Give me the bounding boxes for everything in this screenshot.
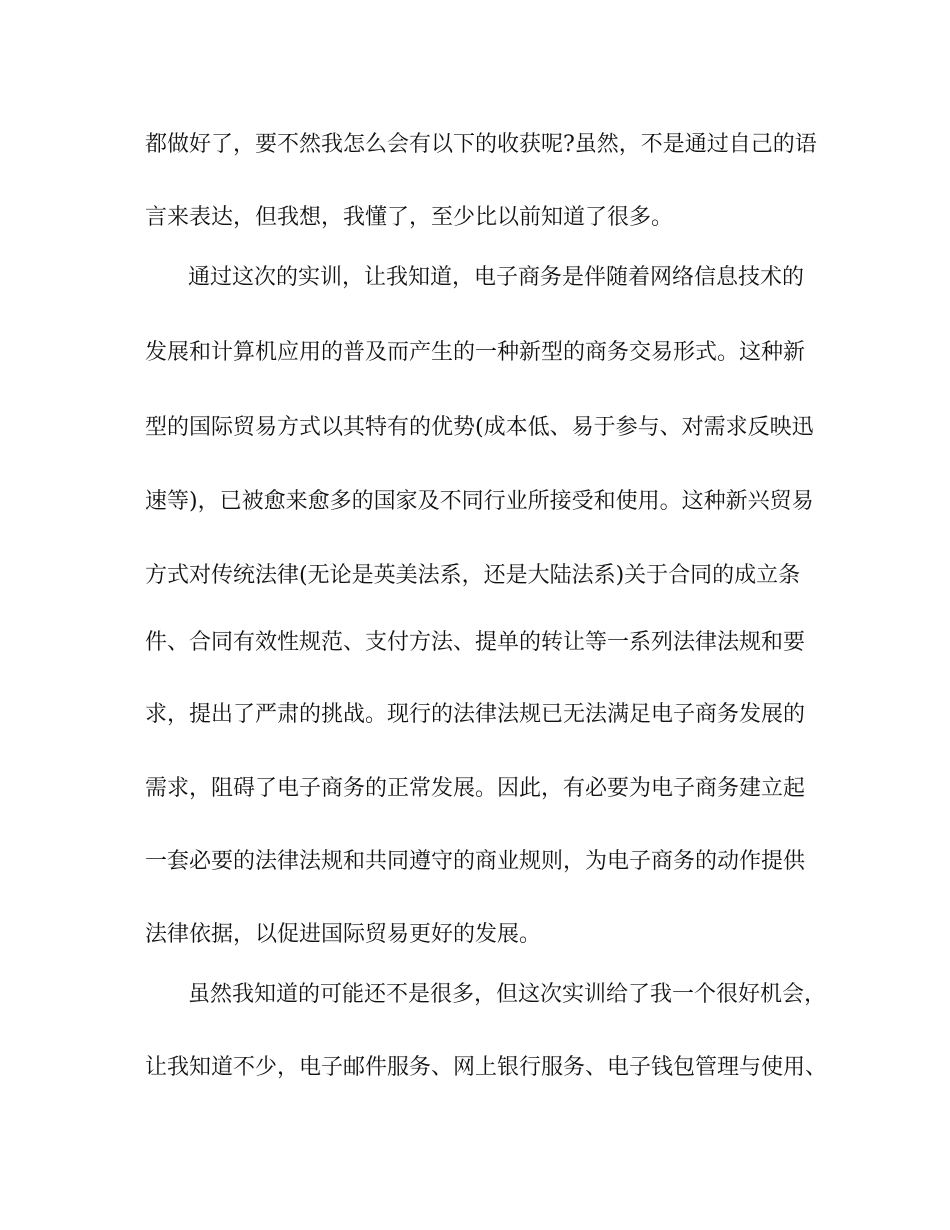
text-line: 发展和计算机应用的普及而产生的一种新型的商务交易形式。这种新	[145, 340, 806, 365]
paragraph-start-line: 虽然我知道的可能还不是很多，但这次实训给了我一个很好机会，	[188, 982, 827, 1007]
text-line: 型的国际贸易方式以其特有的优势(成本低、易于参与、对需求反映迅	[145, 415, 814, 440]
text-line: 言来表达，但我想，我懂了，至少比以前知道了很多。	[145, 205, 674, 230]
text-line: 方式对传统法律(无论是英美法系，还是大陆法系)关于合同的成立条	[145, 563, 801, 588]
text-line: 都做好了，要不然我怎么会有以下的收获呢?虽然，不是通过自己的语	[145, 132, 817, 157]
text-line: 一套必要的法律法规和共同遵守的商业规则，为电子商务的动作提供	[145, 849, 806, 874]
text-line: 需求，阻碍了电子商务的正常发展。因此，有必要为电子商务建立起	[145, 776, 806, 801]
text-line: 求，提出了严肃的挑战。现行的法律法规已无法满足电子商务发展的	[145, 702, 806, 727]
text-line: 速等)，已被愈来愈多的国家及不同行业所接受和使用。这种新兴贸易	[145, 489, 814, 514]
paragraph-start-line: 通过这次的实训，让我知道，电子商务是伴随着网络信息技术的	[188, 265, 805, 290]
text-line: 件、合同有效性规范、支付方法、提单的转让等一系列法律法规和要	[145, 630, 806, 655]
text-line: 让我知道不少，电子邮件服务、网上银行服务、电子钱包管理与使用、	[145, 1055, 828, 1080]
text-line: 法律依据，以促进国际贸易更好的发展。	[145, 922, 542, 947]
